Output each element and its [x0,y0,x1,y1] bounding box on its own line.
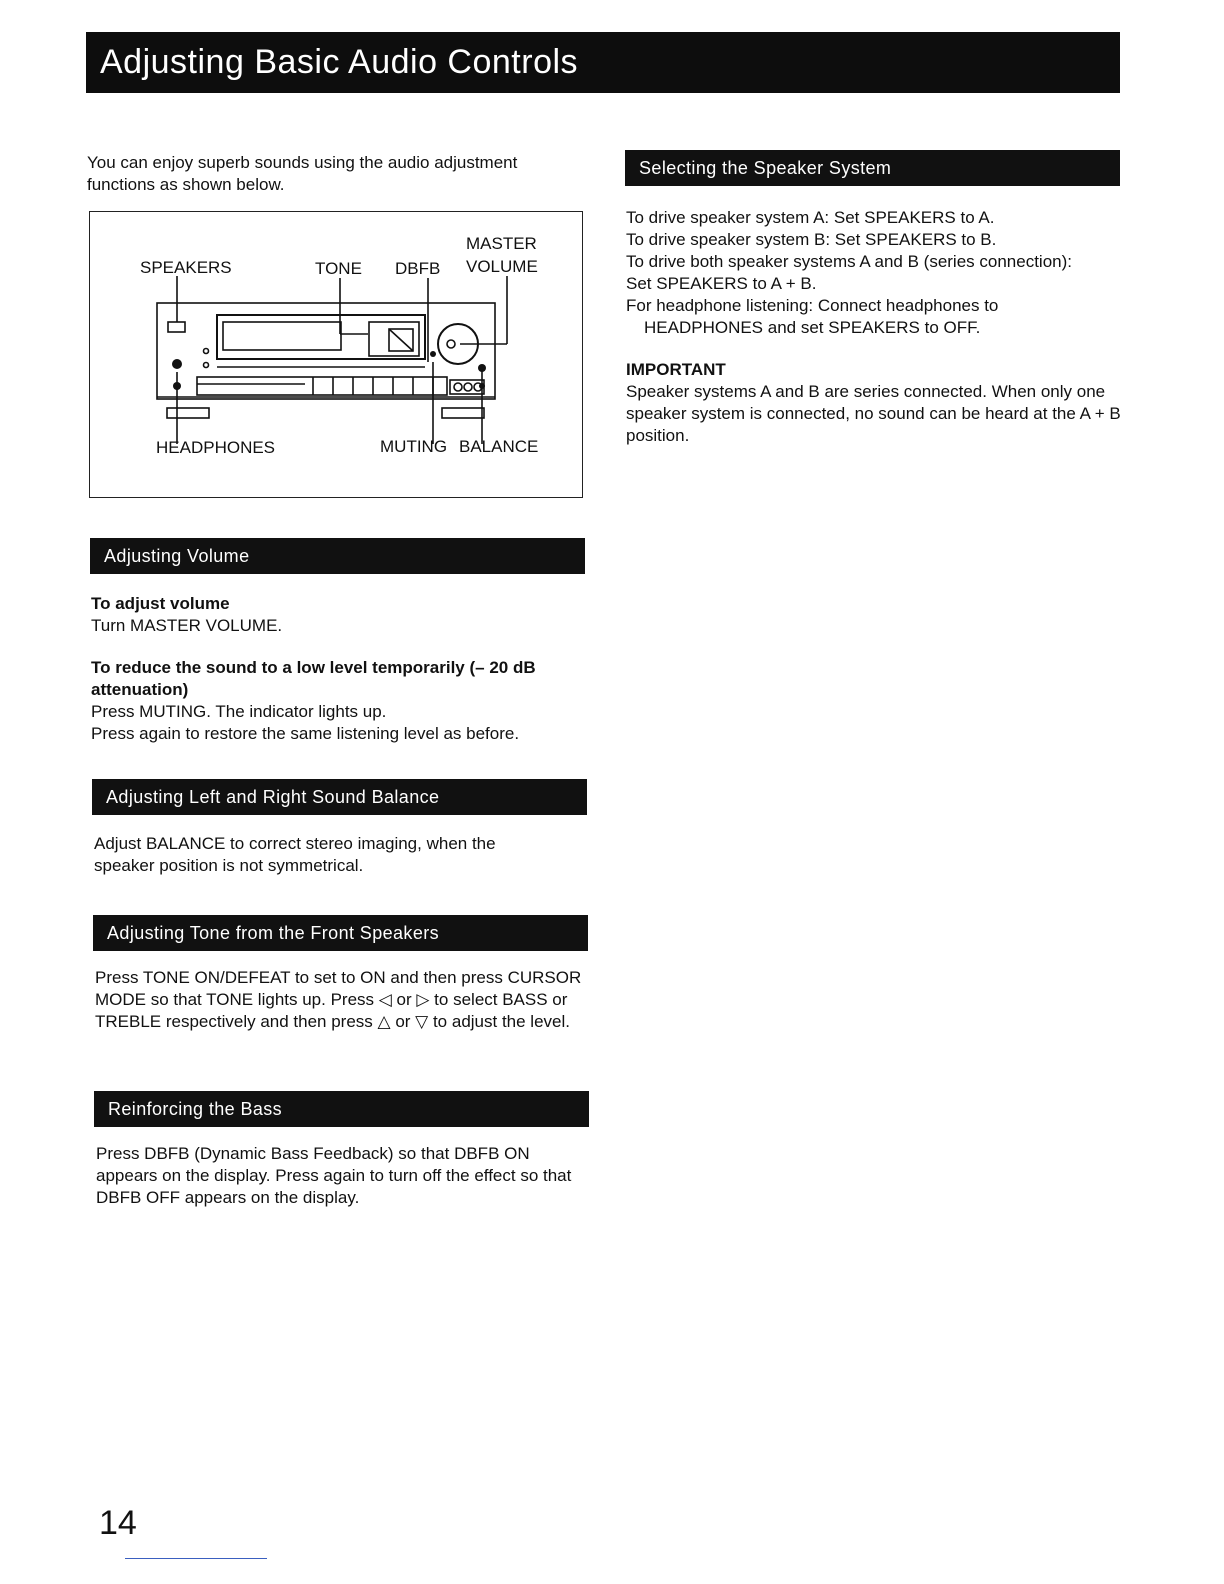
label-muting: MUTING [380,437,448,456]
page-number: 14 [99,1504,137,1542]
important-heading: IMPORTANT [626,360,726,379]
muting-restore-instruction: Press again to restore the same listening level as before. [91,724,520,743]
muting-instruction: Press MUTING. The indicator lights up. [91,702,387,721]
section-header-balance: Adjusting Left and Right Sound Balance [92,779,587,815]
receiver-diagram [89,211,583,498]
intro-text: You can enjoy superb sounds using the audio adjustment functions as shown below. [87,153,518,194]
speaker-line: Set SPEAKERS to A + B. [626,274,817,293]
label-dbfb: DBFB [395,259,441,278]
speaker-line: HEADPHONES and set SPEAKERS to OFF. [644,318,981,337]
label-balance: BALANCE [459,437,539,456]
label-speakers: SPEAKERS [140,258,232,277]
label-tone: TONE [315,259,362,278]
speaker-line: For headphone listening: Connect headphones to [626,296,999,315]
balance-text: Adjust BALANCE to correct stereo imaging, when the speaker position is not symmetrical. [94,834,496,875]
volume-instruction: Turn MASTER VOLUME. [91,616,283,635]
speaker-system-section [626,207,1126,447]
bass-text: Press DBFB (Dynamic Bass Feedback) so that DBFB ON appears on the display. Press again to turn off the effect so that DBFB OFF appears on the display. [96,1144,572,1207]
muting-subheading: To reduce the sound to a low level temporarily (– 20 dB attenuation) [91,658,536,699]
receiver-illustration [90,212,584,499]
page-title: Adjusting Basic Audio Controls [86,32,1120,93]
section-header-bass: Reinforcing the Bass [94,1091,589,1127]
volume-section [91,593,581,745]
label-volume: VOLUME [466,257,538,276]
section-header-volume: Adjusting Volume [90,538,585,574]
speaker-line: To drive speaker system A: Set SPEAKERS to A. [626,208,995,227]
label-master: MASTER [466,234,537,253]
speaker-line: To drive speaker system B: Set SPEAKERS to B. [626,230,997,249]
section-header-speaker-system: Selecting the Speaker System [625,150,1120,186]
footer-rule [125,1558,267,1559]
section-header-tone: Adjusting Tone from the Front Speakers [93,915,588,951]
tone-text: Press TONE ON/DEFEAT to set to ON and then press CURSOR MODE so that TONE lights up. Press ◁ or ▷ to select BASS or TREBLE respectively and then press △ or ▽ to adjust the level. [95,968,582,1031]
speaker-line: To drive both speaker systems A and B (series connection): [626,252,1073,271]
important-text: Speaker systems A and B are series connected. When only one speaker system is connected, no sound can be heard at the A + B position. [626,382,1121,445]
label-headphones: HEADPHONES [156,438,276,457]
volume-subheading: To adjust volume [91,594,230,613]
